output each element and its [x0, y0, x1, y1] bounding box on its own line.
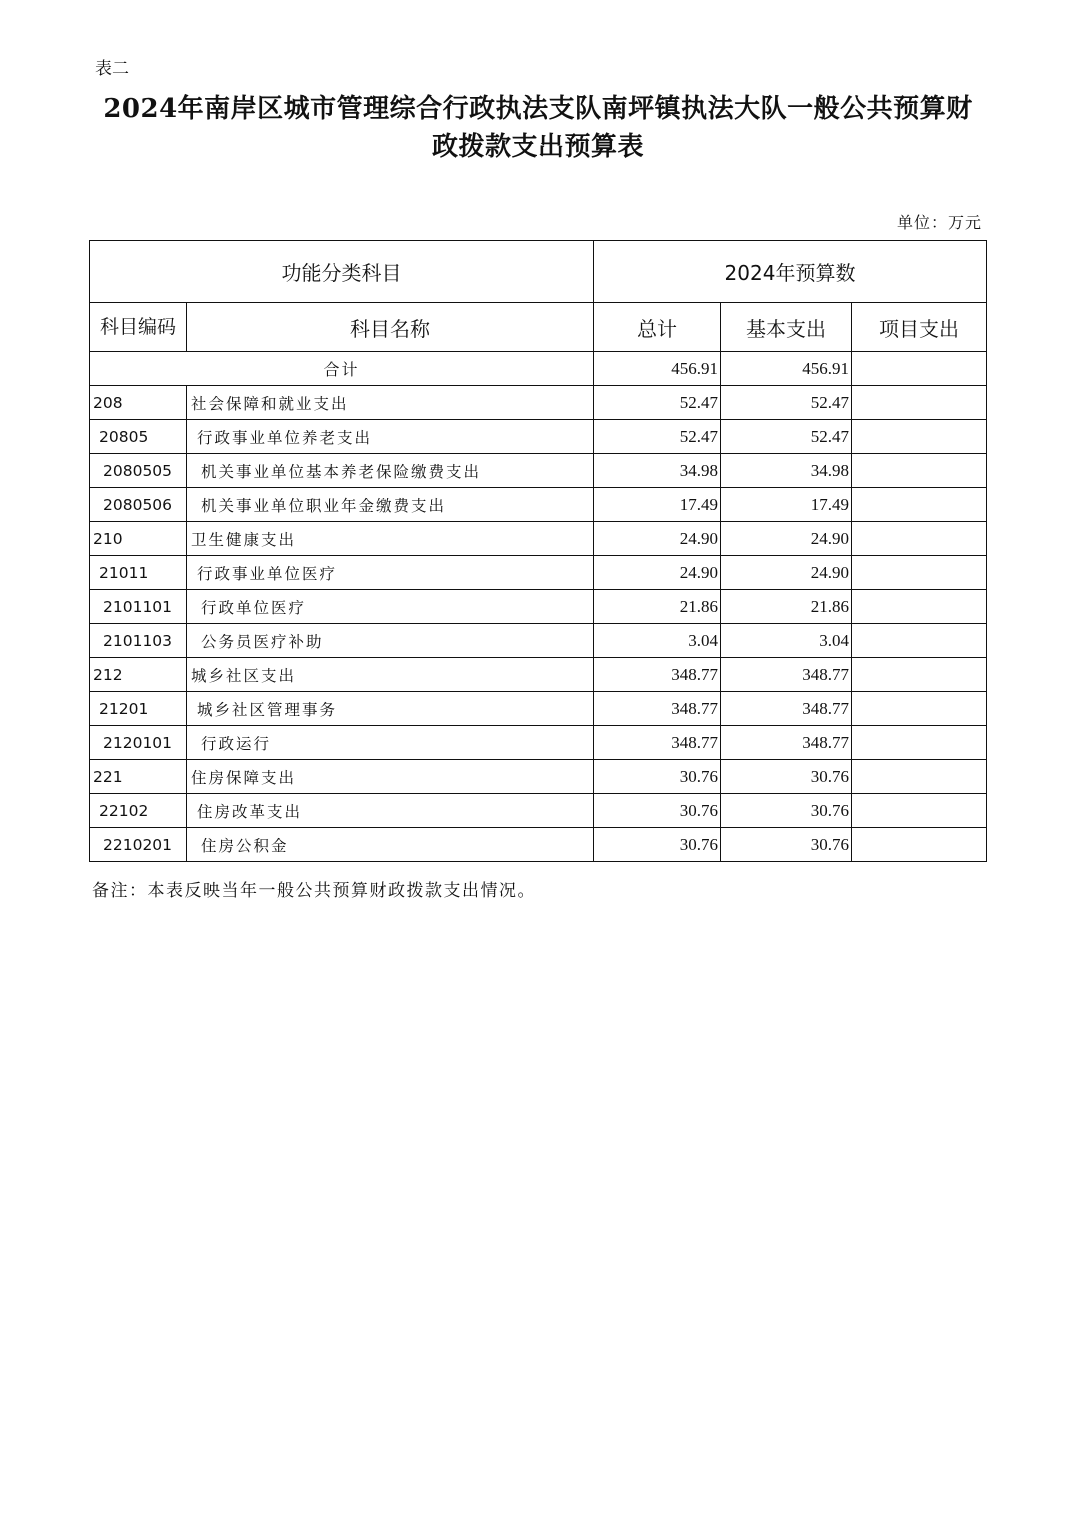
table-row: [90, 556, 987, 590]
table-row: [90, 760, 987, 794]
header-name: 科目名称: [187, 303, 594, 352]
row-code: 2080506: [90, 488, 187, 522]
row-code: 2120101: [90, 726, 187, 760]
row-project: [852, 488, 987, 522]
total-label: 合计: [90, 352, 594, 386]
title-line-1: 2024年南岸区城市管理综合行政执法支队南坪镇执法大队一般公共预算财: [103, 94, 973, 124]
budget-table: [89, 240, 987, 862]
row-code: 21011: [90, 556, 187, 590]
header-budget-year: 2024年预算数: [594, 241, 987, 303]
row-basic: 34.98: [721, 454, 852, 488]
table-row: [90, 386, 987, 420]
row-name: 公务员医疗补助: [187, 624, 594, 658]
table-row: [90, 658, 987, 692]
row-basic: 21.86: [721, 590, 852, 624]
row-total: 52.47: [594, 420, 721, 454]
row-basic: 24.90: [721, 522, 852, 556]
row-project: [852, 726, 987, 760]
row-basic: 24.90: [721, 556, 852, 590]
row-basic: 30.76: [721, 828, 852, 862]
table-row: [90, 454, 987, 488]
row-code: 2210201: [90, 828, 187, 862]
row-name: 住房保障支出: [187, 760, 594, 794]
row-name: 住房改革支出: [187, 794, 594, 828]
row-basic: 17.49: [721, 488, 852, 522]
row-code: 21201: [90, 692, 187, 726]
table-row: [90, 590, 987, 624]
row-basic: 30.76: [721, 760, 852, 794]
row-project: [852, 420, 987, 454]
row-code: 210: [90, 522, 187, 556]
row-name: 行政事业单位养老支出: [187, 420, 594, 454]
row-name: 卫生健康支出: [187, 522, 594, 556]
row-name: 机关事业单位职业年金缴费支出: [187, 488, 594, 522]
page-label: 表二: [95, 59, 129, 79]
row-total: 30.76: [594, 794, 721, 828]
row-project: [852, 386, 987, 420]
row-name: 城乡社区管理事务: [187, 692, 594, 726]
row-basic: 348.77: [721, 658, 852, 692]
row-code: 2080505: [90, 454, 187, 488]
document-title: [90, 90, 986, 166]
table-row: [90, 624, 987, 658]
header-row-1: [90, 241, 987, 303]
row-total: 348.77: [594, 658, 721, 692]
row-project: [852, 556, 987, 590]
row-name: 行政单位医疗: [187, 590, 594, 624]
header-functional-category: 功能分类科目: [90, 241, 594, 303]
row-basic: 52.47: [721, 386, 852, 420]
row-basic: 3.04: [721, 624, 852, 658]
table-row: [90, 488, 987, 522]
header-code: 科目编码: [90, 303, 187, 352]
row-basic: 30.76: [721, 794, 852, 828]
header-project: 项目支出: [852, 303, 987, 352]
row-code: 221: [90, 760, 187, 794]
row-code: 22102: [90, 794, 187, 828]
row-name: 机关事业单位基本养老保险缴费支出: [187, 454, 594, 488]
table-row: [90, 692, 987, 726]
unit-label: 单位：万元: [896, 213, 982, 232]
row-total: 3.04: [594, 624, 721, 658]
total-basic: 456.91: [721, 352, 852, 386]
row-basic: 348.77: [721, 726, 852, 760]
row-basic: 52.47: [721, 420, 852, 454]
row-project: [852, 522, 987, 556]
total-row: [90, 352, 987, 386]
total-total: 456.91: [594, 352, 721, 386]
row-project: [852, 692, 987, 726]
table-row: [90, 828, 987, 862]
footnote: 备注：本表反映当年一般公共预算财政拨款支出情况。: [92, 881, 536, 901]
row-name: 社会保障和就业支出: [187, 386, 594, 420]
row-code: 2101101: [90, 590, 187, 624]
row-code: 212: [90, 658, 187, 692]
row-name: 住房公积金: [187, 828, 594, 862]
row-name: 行政事业单位医疗: [187, 556, 594, 590]
row-total: 348.77: [594, 726, 721, 760]
row-code: 208: [90, 386, 187, 420]
row-total: 17.49: [594, 488, 721, 522]
header-total: 总计: [594, 303, 721, 352]
row-project: [852, 794, 987, 828]
row-total: 52.47: [594, 386, 721, 420]
row-project: [852, 760, 987, 794]
table-row: [90, 420, 987, 454]
row-total: 34.98: [594, 454, 721, 488]
row-project: [852, 658, 987, 692]
total-project: [852, 352, 987, 386]
row-total: 30.76: [594, 760, 721, 794]
title-line-2: 政拨款支出预算表: [431, 132, 644, 162]
row-project: [852, 454, 987, 488]
row-code: 20805: [90, 420, 187, 454]
table-row: [90, 726, 987, 760]
row-total: 24.90: [594, 522, 721, 556]
row-total: 30.76: [594, 828, 721, 862]
row-name: 行政运行: [187, 726, 594, 760]
table-row: [90, 522, 987, 556]
header-basic: 基本支出: [721, 303, 852, 352]
table-row: [90, 794, 987, 828]
row-basic: 348.77: [721, 692, 852, 726]
row-total: 24.90: [594, 556, 721, 590]
row-total: 21.86: [594, 590, 721, 624]
header-row-2: [90, 303, 987, 352]
row-code: 2101103: [90, 624, 187, 658]
row-total: 348.77: [594, 692, 721, 726]
row-name: 城乡社区支出: [187, 658, 594, 692]
row-project: [852, 590, 987, 624]
row-project: [852, 828, 987, 862]
row-project: [852, 624, 987, 658]
